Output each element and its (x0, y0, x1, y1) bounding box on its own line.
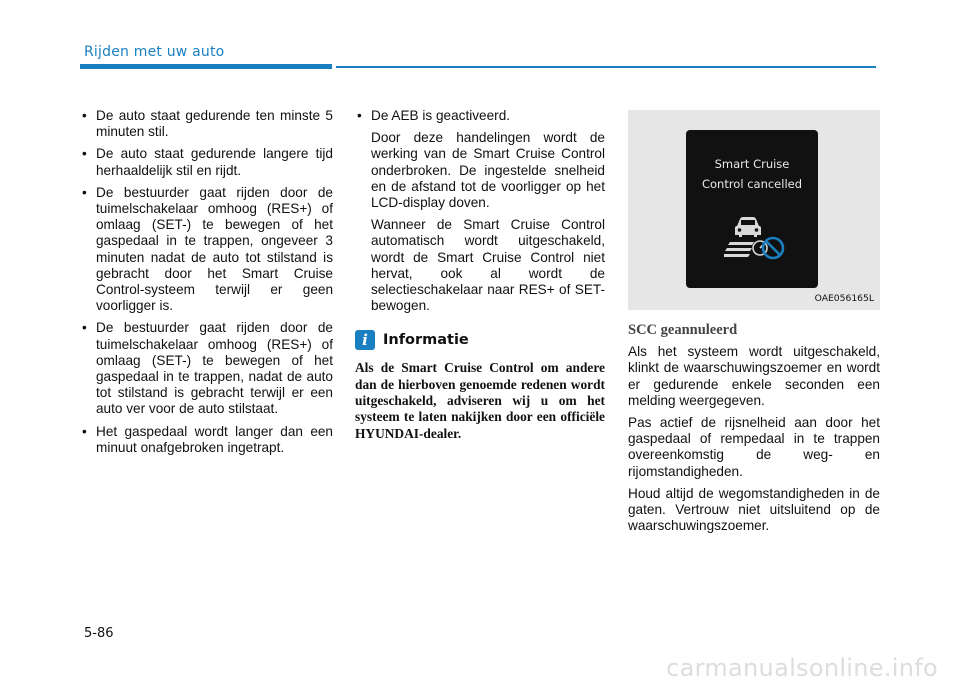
section-title: SCC geannuleerd (628, 322, 738, 338)
info-title: Informatie (383, 332, 469, 349)
paragraph: Pas actief de rijsnelheid aan door het gaspedaal of rempedaal in te trappen overeenkomstig de weg- en rijomstandigheden. (628, 415, 880, 479)
list-item: • De auto staat gedurende langere tijd herhaaldelijk stil en rijdt. (80, 146, 333, 178)
watermark: carmanualsonline.info (666, 654, 938, 682)
list-item: • De AEB is geactiveerd. (355, 108, 605, 124)
list-item: • De auto staat gedurende ten minste 5 minuten stil. (80, 108, 333, 140)
list-item: • Het gaspedaal wordt langer dan een minuut onafgebroken ingetrapt. (80, 424, 333, 456)
page-number: 5-86 (84, 626, 114, 641)
condition-list-continued (355, 108, 605, 124)
paragraph: Houd altijd de wegomstandigheden in de gaten. Vertrouw niet uitsluitend op de waarschuwingszoemer. (628, 485, 880, 534)
paragraph: Door deze handelingen wordt de werking van de Smart Cruise Control onderbroken. De ingestelde snelheid en de afstand tot de voorligger op het LCD-display doven. (371, 130, 605, 211)
info-header (355, 330, 605, 350)
paragraph: Wanneer de Smart Cruise Control automatisch wordt uitgeschakeld, wordt de Smart Cruise Control niet hervat, ook al wordt de selectieschakelaar naar RES+ of SET- bewogen. (371, 217, 605, 314)
display-message-line2: Control cancelled (701, 177, 803, 191)
scc-cancelled-icon (724, 214, 788, 262)
list-item: • De bestuurder gaat rijden door de tuimelschakelaar omhoog (RES+) of omlaag (SET-) te bewegen of het gaspedaal in te trappen, nadat de auto tot stilstand is gebracht terwijl er een auto ver voor de auto stilstaat. (80, 320, 333, 417)
column-right (628, 110, 880, 534)
list-item: • De bestuurder gaat rijden door de tuimelschakelaar omhoog (RES+) of omlaag (SET-) te bewegen of het gaspedaal in te trappen, ongeveer 3 minuten nadat de auto tot stilstand is gebracht door het Smart Cruise Control-systeem terwijl er geen voorligger is. (80, 185, 333, 315)
header-rule-thick (80, 64, 332, 69)
paragraph: Als het systeem wordt uitgeschakeld, klinkt de waarschuwingszoemer en wordt er gedurende enkele seconden een melding weergegeven. (628, 344, 880, 408)
cluster-display (686, 130, 818, 288)
cluster-figure (628, 110, 880, 310)
header-rule-thin (336, 66, 876, 68)
section-header: Rijden met uw auto (84, 44, 225, 60)
display-message-line1: Smart Cruise (714, 157, 790, 171)
column-middle (355, 108, 605, 442)
info-icon: i (355, 330, 375, 350)
condition-list (80, 108, 333, 456)
column-left (80, 108, 333, 462)
info-body: Als de Smart Cruise Control om andere dan de hierboven genoemde redenen wordt uitgeschakeld, adviseren wij u om het systeem te laten nakijken door een officiële HYUNDAI-dealer. (355, 360, 605, 441)
figure-code: OAE056165L (814, 292, 874, 304)
